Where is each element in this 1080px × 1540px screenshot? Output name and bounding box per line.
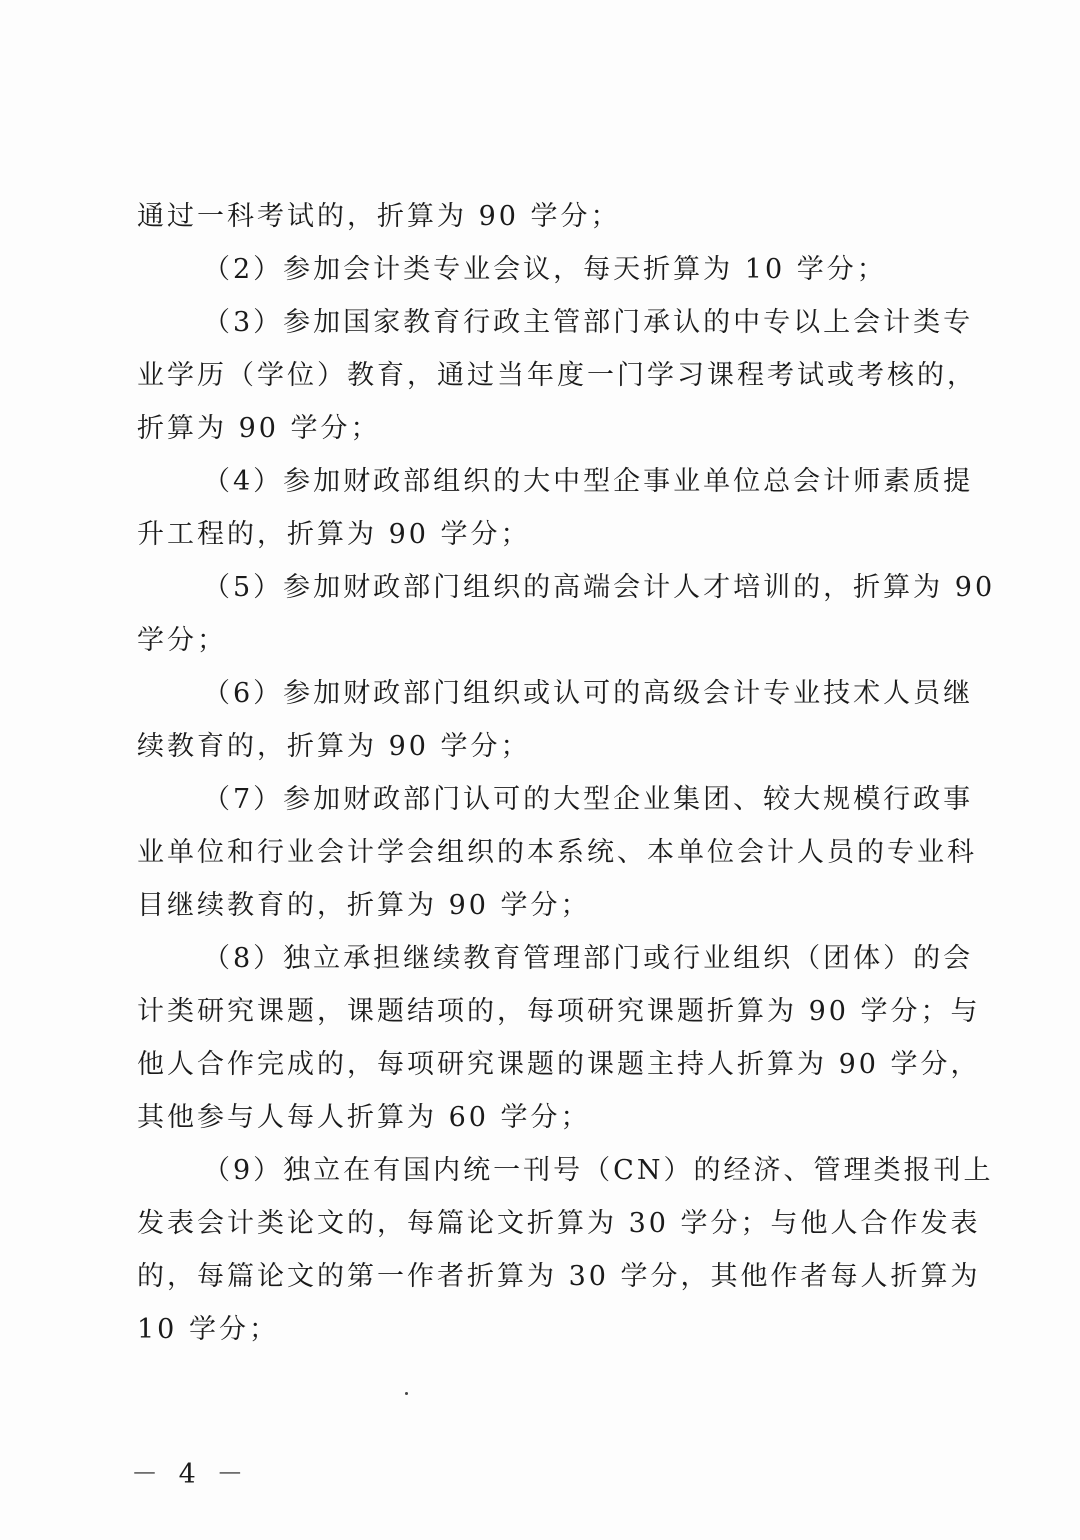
text-line: （5）参加财政部门组织的高端会计人才培训的，折算为 90 <box>203 572 996 603</box>
text-line: 发表会计类论文的，每篇论文折算为 30 学分；与他人合作发表 <box>137 1208 981 1239</box>
body-text <box>137 190 996 1356</box>
text-line: （2）参加会计类专业会议，每天折算为 10 学分； <box>203 254 887 285</box>
text-line: 续教育的，折算为 90 学分； <box>137 731 531 762</box>
text-line: （8）独立承担继续教育管理部门或行业组织（团体）的会 <box>203 943 974 974</box>
text-line: （9）独立在有国内统一刊号（CN）的经济、管理类报刊上 <box>203 1155 994 1186</box>
text-line: （4）参加财政部组织的大中型企事业单位总会计师素质提 <box>203 466 974 497</box>
text-line: 学分； <box>137 625 227 656</box>
text-line: 升工程的，折算为 90 学分； <box>137 519 531 550</box>
text-line: 目继续教育的，折算为 90 学分； <box>137 890 591 921</box>
text-line: 其他参与人每人折算为 60 学分； <box>137 1102 591 1133</box>
text-line: 计类研究课题，课题结项的，每项研究课题折算为 90 学分；与 <box>137 996 981 1027</box>
text-line: （3）参加国家教育行政主管部门承认的中专以上会计类专 <box>203 307 974 338</box>
text-line: 他人合作完成的，每项研究课题的课题主持人折算为 90 学分， <box>137 1049 981 1080</box>
text-line: （6）参加财政部门组织或认可的高级会计专业技术人员继 <box>203 678 974 709</box>
text-line: （7）参加财政部门认可的大型企业集团、较大规模行政事 <box>203 784 974 815</box>
scan-speck <box>405 1392 408 1395</box>
text-line: 通过一科考试的，折算为 90 学分； <box>137 201 621 232</box>
text-line: 业学历（学位）教育，通过当年度一门学习课程考试或考核的， <box>137 360 977 391</box>
text-line: 业单位和行业会计学会组织的本系统、本单位会计人员的专业科 <box>137 837 977 868</box>
text-line: 10 学分； <box>137 1314 279 1345</box>
text-line: 的，每篇论文的第一作者折算为 30 学分，其他作者每人折算为 <box>137 1261 981 1292</box>
text-line: 折算为 90 学分； <box>137 413 381 444</box>
page-number: － 4 － <box>131 1459 250 1490</box>
